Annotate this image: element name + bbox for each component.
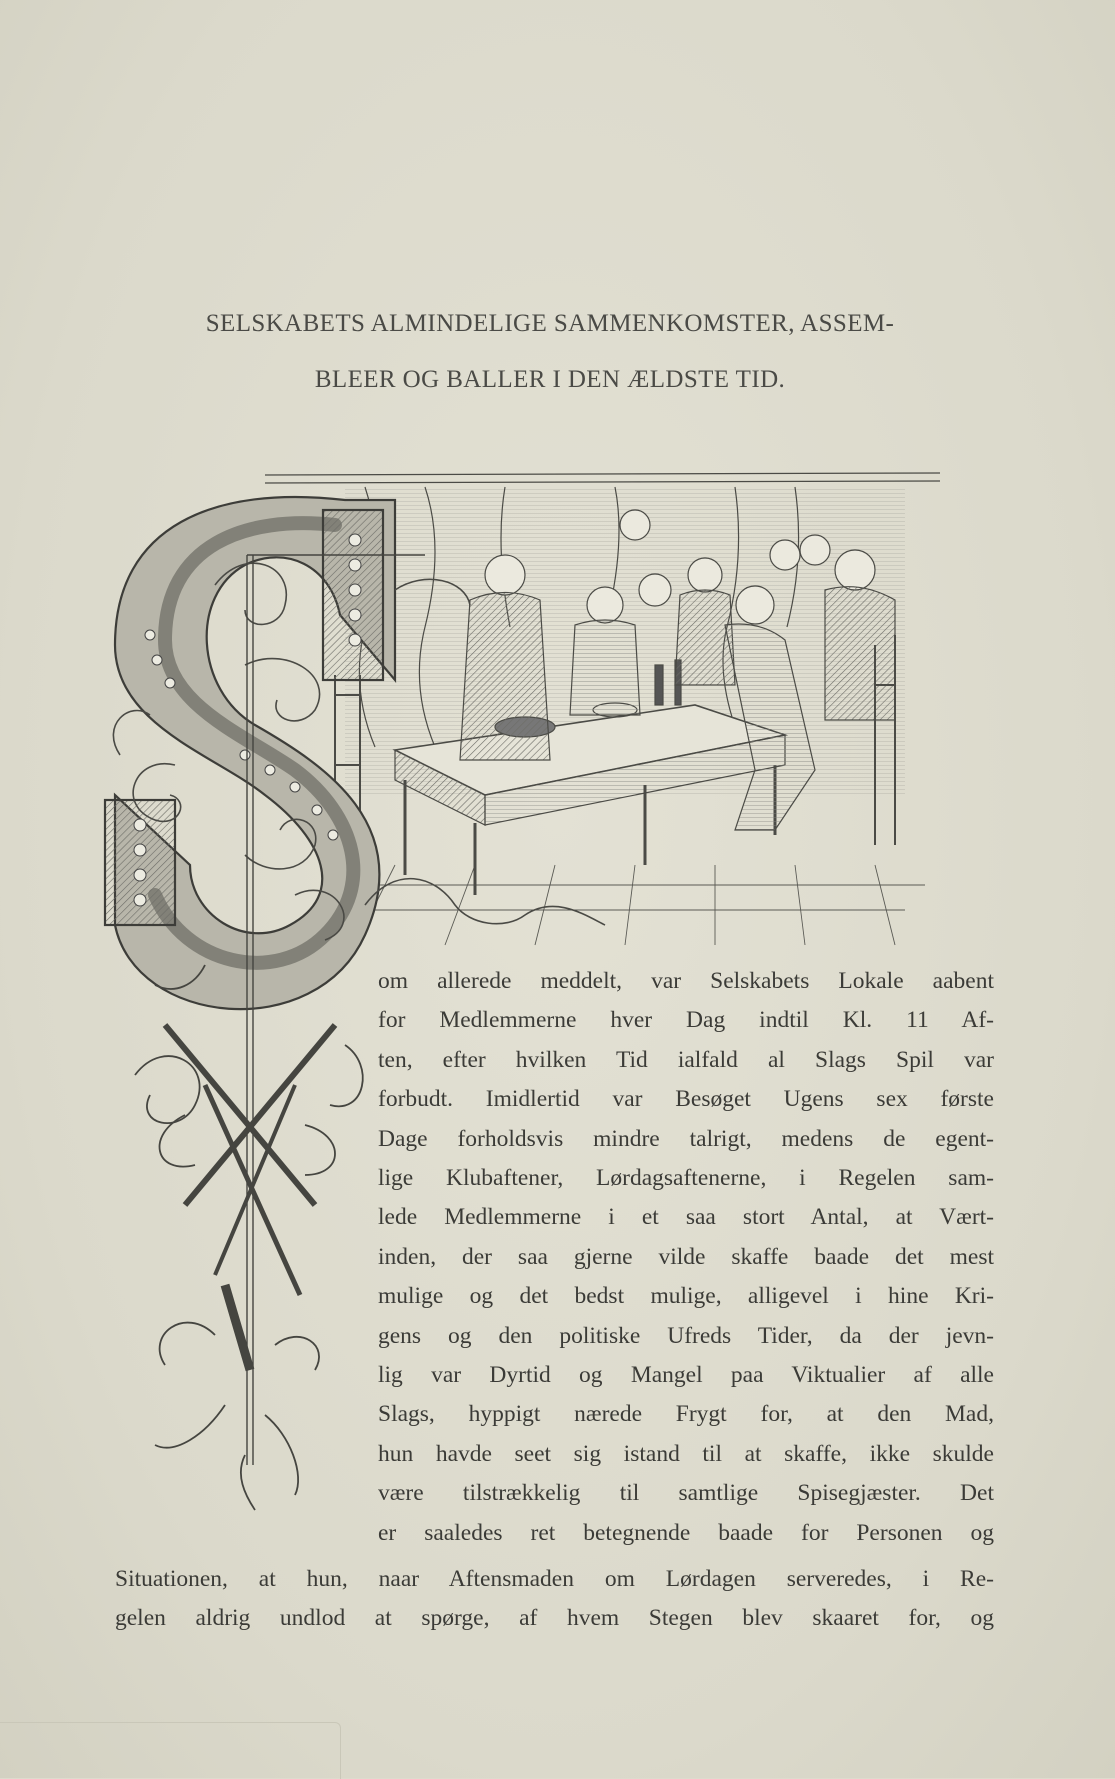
heading-line-1: SELSKABETS ALMINDELIGE SAMMENKOMSTER, ASSEM-: [205, 310, 895, 337]
chapter-heading: [110, 296, 990, 408]
text-line: gens og den politiske Ufreds Tider, da der jevn-: [378, 1322, 994, 1349]
page-edge-mark: [0, 1722, 341, 1779]
text-line: forbudt. Imidlertid var Besøget Ugens sex første: [378, 1086, 994, 1113]
text-line: gelen aldrig undlod at spørge, af hvem Stegen blev skaaret for, og: [115, 1605, 994, 1632]
text-line: Slags, hyppigt nærede Frygt for, at den Mad,: [378, 1401, 994, 1428]
text-line: inden, der saa gjerne vilde skaffe baade det mest: [378, 1243, 994, 1270]
text-line: for Medlemmerne hver Dag indtil Kl. 11 Af-: [378, 1007, 994, 1034]
heading-line-2: BLEER OG BALLER I DEN ÆLDSTE TID.: [314, 366, 786, 393]
body-paragraph-full-width: [115, 1560, 994, 1639]
text-line: lig var Dyrtid og Mangel paa Viktualier af alle: [378, 1362, 994, 1389]
text-line: ten, efter hvilken Tid ialfald al Slags Spil var: [378, 1046, 994, 1073]
text-line: hun havde seet sig istand til at skaffe, ikke skulde: [378, 1440, 994, 1467]
text-line: Situationen, at hun, naar Aftensmaden om Lørdagen serveredes, i Re-: [115, 1566, 994, 1592]
text-line: lige Klubaftener, Lørdagsaftenerne, i Regelen sam-: [378, 1165, 994, 1192]
text-line: være tilstrækkelig til samtlige Spisegjæster. Det: [378, 1480, 994, 1507]
text-line: om allerede meddelt, var Selskabets Lokale aabent: [378, 968, 994, 994]
text-line: Dage forholdsvis mindre talrigt, medens de egent-: [378, 1125, 994, 1152]
text-line: er saaledes ret betegnende baade for Personen og: [378, 1519, 994, 1546]
body-paragraph-indented: [378, 962, 994, 1553]
text-line: lede Medlemmerne i et saa stort Antal, at Vært-: [378, 1204, 994, 1231]
hanging-cutlery-ornament: [135, 965, 363, 1510]
text-line: mulige og det bedst mulige, alligevel i hine Kri-: [378, 1283, 994, 1310]
